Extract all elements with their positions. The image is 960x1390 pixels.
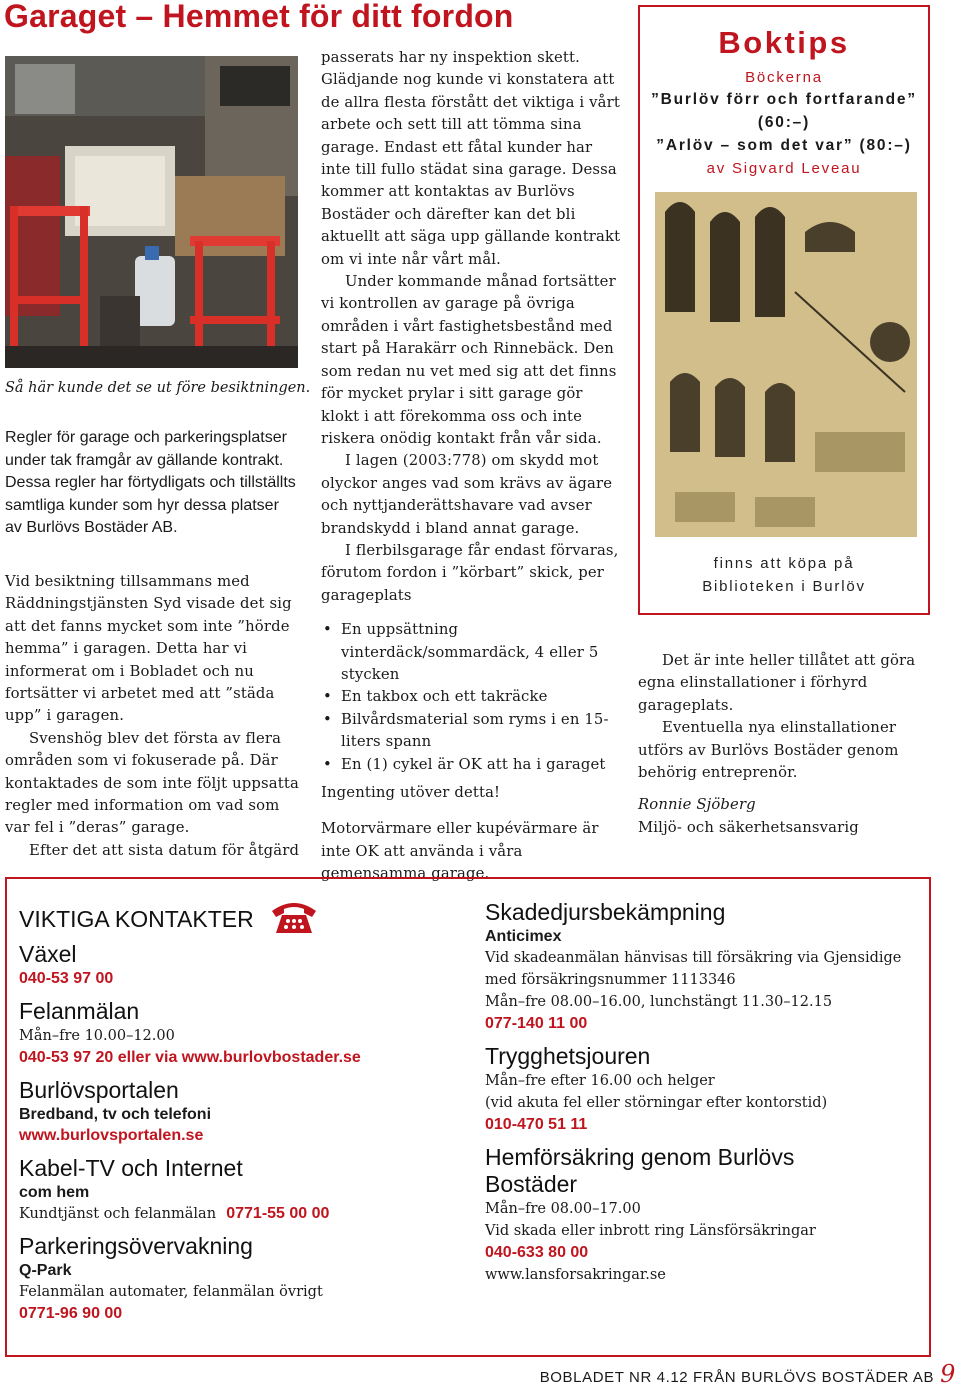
book-title: ”Burlöv förr och fortfarande” [651, 91, 917, 108]
article-paragraph: Vid besiktning tillsammans med Räddningstjänsten Syd visade det sig att det fanns mycket som inte ”hörde hemma” i garagen. Detta har vi informerat om i Bobladet och nu fortsätter vi arbetet med att ”städa upp” i garagen. [5, 573, 292, 725]
article-column-1 [5, 571, 300, 862]
contact-hemforsakring [485, 1144, 925, 1286]
article-paragraph: Motorvärmare eller kupévärmare är inte OK att använda i våra gemensamma garage. [321, 820, 599, 883]
article-column-2 [321, 47, 621, 886]
contact-burlovsportalen [19, 1077, 459, 1147]
contact-subheading: com hem [19, 1184, 90, 1201]
footer-text: BOBLADET NR 4.12 FRÅN BURLÖVS BOSTÄDER AB [539, 1369, 935, 1386]
contact-subheading: Bredband, tv och telefoni [19, 1106, 212, 1123]
book-author: av Sigvard Leveau [706, 160, 862, 177]
building-photo [655, 192, 917, 537]
contact-text: Vid skada eller inbrott ring Länsförsäkringar [485, 1223, 816, 1239]
page-footer [540, 1360, 956, 1388]
contact-link[interactable]: www.lansforsakringar.se [485, 1267, 666, 1283]
contact-trygghetsjouren [485, 1043, 925, 1136]
telephone-icon [270, 899, 318, 939]
contacts-header [19, 899, 459, 939]
photo-caption: Så här kunde det se ut före besiktningen. [5, 380, 311, 396]
boktips-buy-text: finns att köpa på [713, 555, 855, 572]
boktips-title: Boktips [718, 25, 850, 60]
signature-title: Miljö- och säkerhetsansvarig [638, 818, 859, 836]
allowed-items-list [321, 619, 621, 776]
page-number: 9 [940, 1360, 956, 1388]
contact-hours: Mån–fre efter 16.00 och helger [485, 1073, 715, 1089]
contact-heading: Hemförsäkring genom Burlövs Bostäder [485, 1144, 795, 1197]
contact-subheading: Anticimex [485, 928, 562, 945]
contact-link[interactable]: www.burlovsportalen.se [19, 1127, 204, 1144]
article-paragraph: Det är inte heller tillåtet att göra egna elinstallationer i förhyrd garageplats. [638, 652, 916, 714]
contact-text: (vid akuta fel eller störningar efter kontorstid) [485, 1095, 828, 1111]
signature-name: Ronnie Sjöberg [638, 796, 756, 814]
contact-heading: Parkeringsövervakning [19, 1233, 253, 1259]
article-paragraph: Ingenting utöver detta! [321, 784, 501, 801]
contact-text: Felanmälan automater, felanmälan övrigt [19, 1284, 323, 1300]
contact-phone: 077-140 11 00 [485, 1015, 588, 1032]
contact-phone: 0771-96 90 00 [19, 1305, 123, 1322]
contact-heading: Kabel-TV och Internet [19, 1155, 243, 1181]
contact-phone: 040-633 80 00 [485, 1244, 589, 1261]
list-item: • En takbox och ett takräcke [321, 686, 621, 708]
contact-subheading: Q-Park [19, 1262, 72, 1279]
book-price: (60:–) [757, 114, 811, 131]
contact-heading: Skadedjursbekämpning [485, 899, 726, 925]
article-paragraph: Under kommande månad fortsätter vi kontrollen av garage på övriga områden i vårt fastighetsbestånd med start på Harakärr och Rinnebäck. Den som redan nu vet med sig att det finns för mycket prylar i sitt garage gör klokt i att förekomma oss och inte riskera onödig kontakt från vår sida. [321, 273, 617, 447]
contact-hours: Mån–fre 10.00–12.00 [19, 1028, 175, 1044]
contact-phone: 040-53 97 00 [19, 970, 114, 987]
contact-vaxel [19, 941, 459, 990]
book-title: ”Arlöv – som det var” (80:–) [656, 137, 912, 154]
list-item: • En (1) cykel är OK att ha i garaget [321, 754, 621, 776]
contact-heading: Burlövsportalen [19, 1077, 179, 1103]
contact-skadedjur [485, 899, 925, 1035]
contact-heading: Trygghetsjouren [485, 1043, 651, 1069]
contact-kabeltv [19, 1155, 459, 1225]
garage-photo-image [5, 56, 298, 368]
contact-text: Kundtjänst och felanmälan [19, 1206, 217, 1222]
page-headline: Garaget – Hemmet för ditt fordon [4, 0, 514, 34]
article-paragraph: Svenshög blev det första av flera områden som vi fokuserade på. Där kontaktades de som inte följt uppsatta regler med information om vad som var fel i ”deras” garage. [5, 729, 299, 837]
contact-phone: 010-470 51 11 [485, 1116, 588, 1133]
contacts-title: VIKTIGA KONTAKTER [19, 905, 254, 932]
contacts-left-column [19, 899, 459, 1333]
article-paragraph: Efter det att sista datum för åtgärd [29, 841, 300, 859]
lead-paragraph: Regler för garage och parkeringsplatser under tak framgår av gällande kontrakt. Dessa regler har förtydligats och tillställts samtliga kunder som hyr dessa platser av Burlövs Bostäder AB. [5, 429, 296, 536]
contact-phone: 040-53 97 20 eller via www.burlovbostader.se [19, 1049, 361, 1066]
article-paragraph: Eventuella nya elinstallationer utförs av Burlövs Bostäder genom behörig entreprenör. [638, 719, 899, 782]
article-column-3 [638, 650, 936, 839]
contact-parkering [19, 1233, 459, 1325]
contact-hours: Mån–fre 08.00–17.00 [485, 1201, 641, 1217]
list-item: • En uppsättning vinterdäck/sommardäck, 4 eller 5 stycken [321, 619, 621, 686]
garage-photo [5, 56, 298, 368]
contacts-box [5, 877, 931, 1357]
article-paragraph: passerats har ny inspektion skett. Glädjande nog kunde vi konstatera att de allra flesta förstått det viktiga i vårt arbete och sett till att tömma sina garage. Endast ett fåtal kunder har inte till fullo städat sina garage. Dessa kommer att kontaktas av Burlövs Bostäder och därefter kan det bli aktuellt att säga upp gällande kontrakt om vi inte når vårt mål. [321, 49, 621, 268]
contact-heading: Växel [19, 941, 77, 967]
article-paragraph: I lagen (2003:778) om skydd mot olyckor anges vad som krävs av ägare och nyttjanderättshavare vad avser brandskydd i bland annat garage. [321, 452, 613, 537]
boktips-box [638, 5, 930, 615]
contact-heading: Felanmälan [19, 998, 140, 1024]
list-item: • Bilvårdsmaterial som ryms i en 15-liters spann [321, 709, 621, 754]
boktips-line: Böckerna [745, 69, 823, 86]
contact-text: Vid skadeanmälan hänvisas till försäkring via Gjensidige med försäkringsnummer 1113346 [485, 950, 902, 988]
contacts-right-column [485, 899, 925, 1294]
contact-felanmalan [19, 998, 459, 1069]
contact-phone: 0771-55 00 00 [226, 1205, 330, 1222]
contact-hours: Mån–fre 08.00–16.00, lunchstängt 11.30–12.15 [485, 994, 833, 1010]
boktips-buy-text: Biblioteken i Burlöv [702, 578, 866, 595]
article-paragraph: I flerbilsgarage får endast förvaras, förutom fordon i ”körbart” skick, per garageplats [321, 541, 619, 604]
building-photo-image [655, 192, 917, 537]
